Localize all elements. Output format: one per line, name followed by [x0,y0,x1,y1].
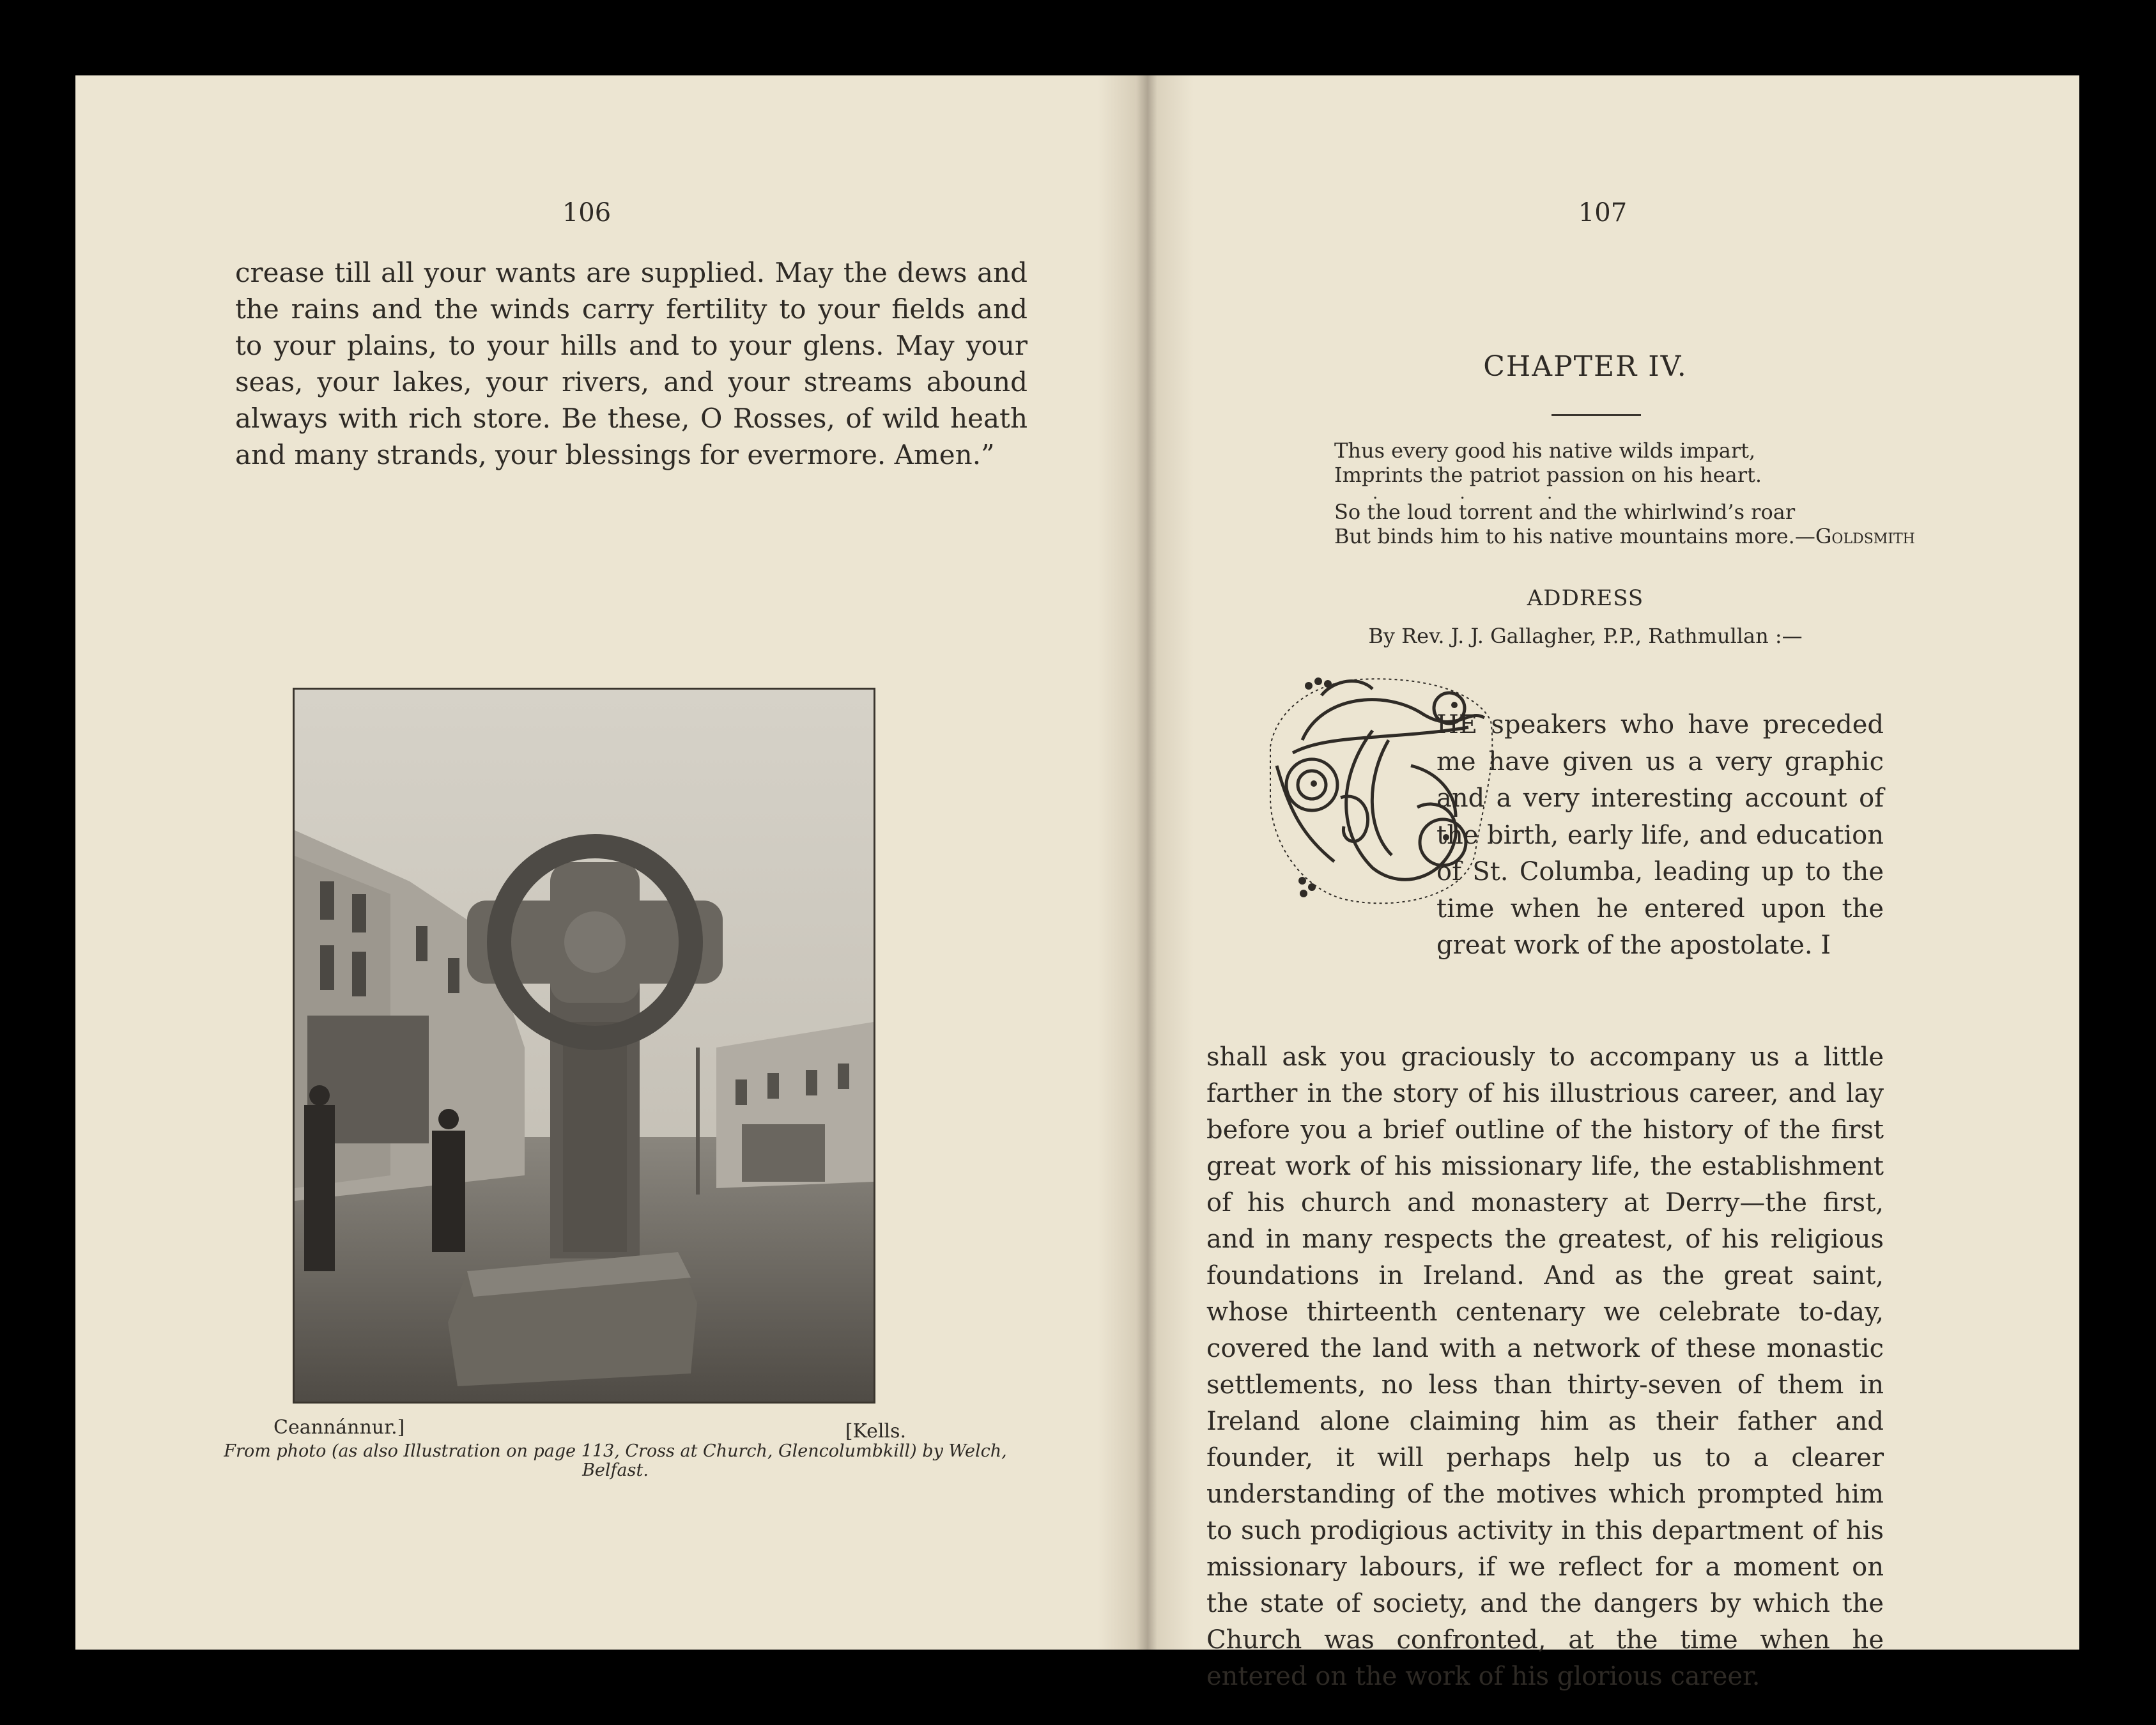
verse-line: So the loud torrent and the whirlwind’s roar [1334,500,1796,524]
verse-line: But binds him to his native mountains more.— [1334,524,1815,548]
verse-line-final [1334,524,1941,548]
left-page [75,75,1104,1650]
kells-cross-image [295,690,874,1402]
byline: By Rev. J. J. Gallagher, P.P., Rathmullan :— [1368,624,1803,648]
verse-line: Thus every good his native wilds impart, [1334,438,1756,463]
address-heading: ADDRESS [1527,585,1644,611]
caption-irish-name: Ceannánnur.] [273,1416,405,1439]
chapter-title: CHAPTER IV. [1483,350,1688,383]
verse-line: Imprints the patriot passion on his heart. [1334,463,1762,487]
chapter-rule [1552,414,1641,416]
photo-credit: From photo (as also Illustration on page 113, Cross at Church, Glencolumbkill) by Welch, Belfast. [224,1441,1007,1480]
page-number-right: 107 [1578,198,1628,228]
right-page [1123,75,2079,1691]
right-body-text: shall ask you graciously to accompany us a little farther in the story of his illustrious career, and lay before you a brief outline of the history of the first great work of his missionary life, the establishment of his church and monastery at Derry—the first, and in many respects the greatest, of his religious foundations in Ireland. And as the great saint, whose thirteenth centenary we celebrate to-day, covered the land with a network of these monastic settlements, no less than thirty-seven of them in Ireland alone claiming him as their father and founder, it will perhaps help us to a clearer understanding of the motives which prompted him to such prodigious activity in this department of his missionary labours, if we reflect for a moment on the state of society, and the dangers by which the Church was confronted, at the time when he entered on the work of his glorious career. [1206,1042,1884,1691]
left-paragraph-text: crease till all your wants are supplied. May the dews and the rains and the winds carry fertility to your fields and to your plains, to your hills and to your glens. May your seas, your lakes, your rivers, and your streams abound always with rich store. Be these, O Rosses, of wild heath and many strands, your blessings for evermore. Amen.” [235,257,1028,470]
page-number-left: 106 [562,198,612,228]
left-paragraph [235,254,1028,473]
dropcap-paragraph: HE speakers who have preceded me have given us a very graphic and a very interesting account of the birth, early life, and education of St. Columba, leading up to the time when he entered upon the great work of the apostolate. I [1436,710,1884,960]
book-spread [75,75,2079,1691]
epigraph [1334,438,1941,548]
verse-ellipsis: . . . [1373,484,1591,503]
verse-author: Goldsmith [1815,524,1915,548]
cross-photograph [293,688,875,1404]
caption-place: [Kells. [845,1420,906,1443]
